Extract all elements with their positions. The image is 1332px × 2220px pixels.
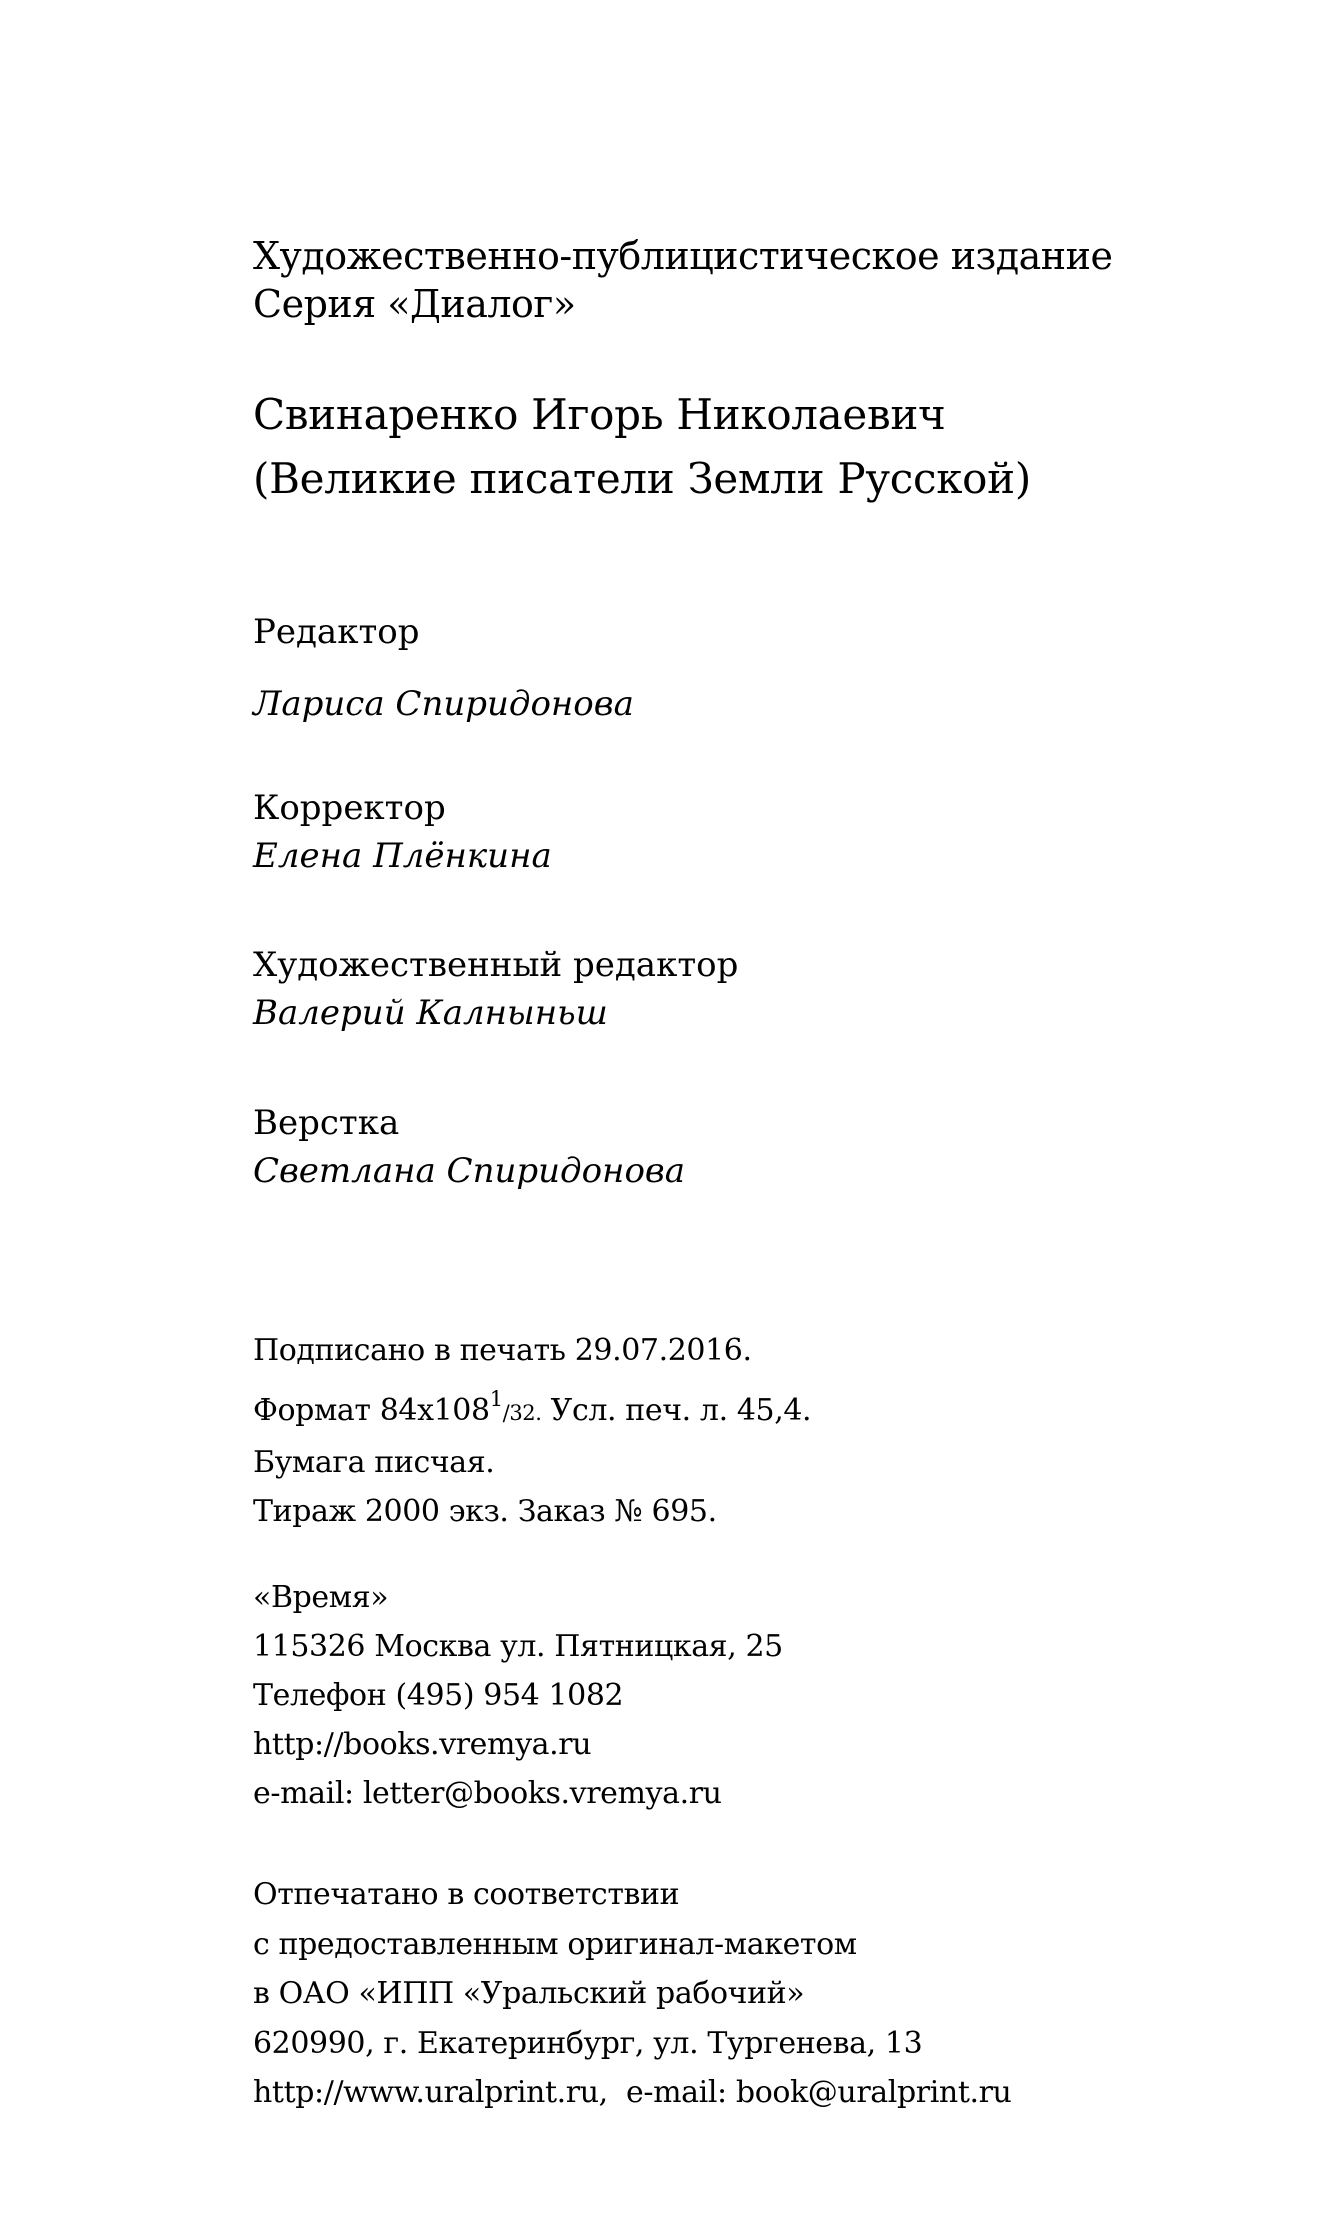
series-block bbox=[253, 232, 1112, 328]
book-block bbox=[253, 385, 1031, 509]
printer-contacts bbox=[253, 2068, 1011, 2118]
printer-email: e-mail: book@uralprint.ru bbox=[626, 2075, 1012, 2110]
imprint-block bbox=[253, 1326, 811, 1536]
printer-line: в ОАО «ИПП «Уральский рабочий» bbox=[253, 1976, 805, 2011]
credit-person: Лариса Спиридонова bbox=[253, 684, 634, 724]
edition-type: Художественно-публицистическое издание bbox=[253, 234, 1113, 278]
printer-block bbox=[253, 1870, 1011, 2118]
credit-role: Художественный редактор bbox=[253, 945, 739, 985]
publisher-email: e-mail: letter@books.vremya.ru bbox=[253, 1776, 722, 1811]
credit-person: Светлана Спиридонова bbox=[253, 1151, 685, 1191]
credit-role: Верстка bbox=[253, 1103, 400, 1143]
printer-address: 620990, г. Екатеринбург, ул. Тургенева, 13 bbox=[253, 2025, 923, 2061]
credit-proofreader bbox=[253, 784, 552, 880]
printer-site: http://www.uralprint.ru, bbox=[253, 2075, 608, 2110]
publisher-block bbox=[253, 1573, 783, 1818]
printer-line: Отпечатано в соответствии bbox=[253, 1877, 680, 1912]
credit-art-editor bbox=[253, 941, 738, 1037]
credit-person: Валерий Калныньш bbox=[253, 993, 608, 1033]
credit-layout bbox=[253, 1099, 685, 1195]
imprint-paper: Бумага писчая. bbox=[253, 1445, 495, 1480]
imprint-signed: Подписано в печать 29.07.2016. bbox=[253, 1333, 752, 1368]
credit-person: Елена Плёнкина bbox=[253, 836, 552, 876]
credit-role: Редактор bbox=[253, 612, 420, 652]
series-name: Серия «Диалог» bbox=[253, 282, 576, 326]
publisher-phone: Телефон (495) 954 1082 bbox=[253, 1678, 624, 1713]
publisher-name: «Время» bbox=[253, 1580, 389, 1615]
publisher-site: http://books.vremya.ru bbox=[253, 1727, 592, 1762]
publisher-address: 115326 Москва ул. Пятницкая, 25 bbox=[253, 1629, 783, 1664]
printer-line: с предоставленным оригинал-макетом bbox=[253, 1926, 857, 1962]
imprint-format: Формат $84x108^1/32$. Усл. печ. л. 45,4. bbox=[253, 1387, 812, 1428]
author-name: Свинаренко Игорь Николаевич bbox=[253, 390, 946, 439]
imprint-run: Тираж 2000 экз. Заказ № 695. bbox=[253, 1494, 717, 1529]
credit-role: Корректор bbox=[253, 788, 446, 828]
book-title: (Великие писатели Земли Русской) bbox=[253, 454, 1031, 503]
credit-editor bbox=[253, 608, 634, 728]
